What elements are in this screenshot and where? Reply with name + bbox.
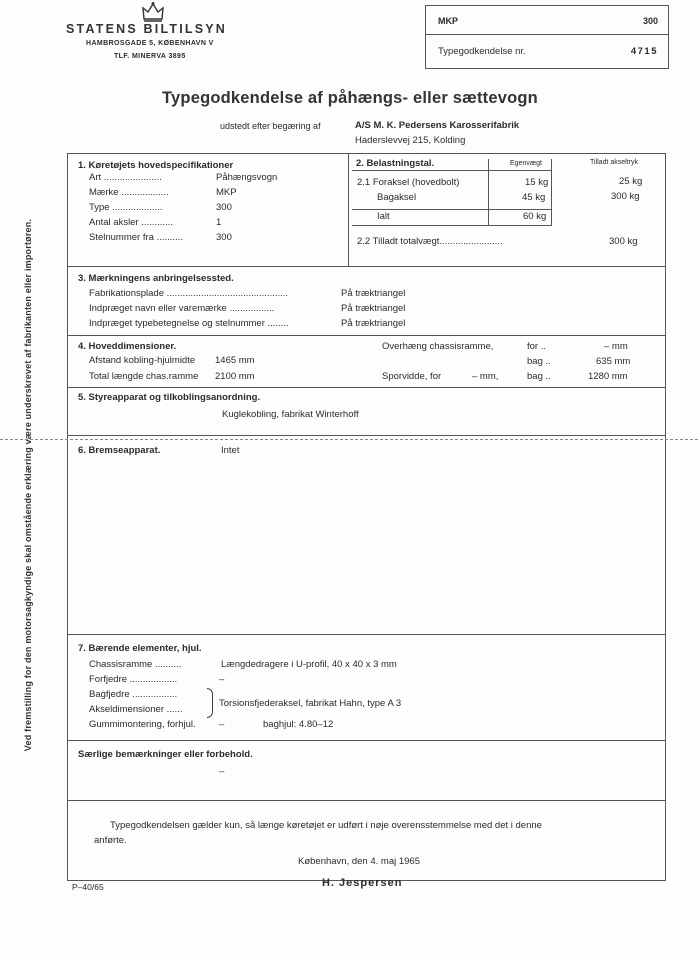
frame-number-label: Stelnummer fra .......... bbox=[89, 232, 183, 243]
issued-prefix: udstedt efter begæring af bbox=[220, 121, 321, 131]
front-springs-value: – bbox=[219, 674, 225, 685]
gross-weight-label: 2.2 Tilladt totalvægt........................ bbox=[357, 236, 503, 247]
front-axle-label: 2.1 Foraksel (hovedbolt) bbox=[357, 177, 460, 188]
art-label: Art ...................... bbox=[89, 172, 162, 183]
make-value: 300 bbox=[642, 16, 658, 26]
form-body bbox=[67, 153, 666, 881]
plate-label: Fabrikationsplade .............................................. bbox=[89, 288, 289, 299]
front-springs-label: Forfjedre .................. bbox=[89, 674, 178, 685]
chassis-value: Længdedragere i U-profil, 40 x 40 x 3 mm bbox=[221, 659, 397, 670]
art-value: Påhængsvogn bbox=[216, 172, 278, 183]
axle-dimensions-label: Akseldimensioner ...... bbox=[89, 704, 183, 715]
section3-heading: 3. Mærkningens anbringelsessted. bbox=[78, 273, 234, 284]
track-rear-value: 1280 mm bbox=[588, 371, 628, 382]
type-mark-label: Indpræget typebetegnelse og stelnummer ........ bbox=[89, 318, 289, 329]
section1-heading: 1. Køretøjets hovedspecifikationer bbox=[78, 160, 234, 171]
validity-text-line2: anførte. bbox=[94, 835, 127, 846]
rear-springs-label: Bagfjedre ................. bbox=[89, 689, 178, 700]
agency-phone: TLF. MINERVA 3895 bbox=[114, 53, 186, 60]
coupling-distance-label: Afstand kobling-hjulmidte bbox=[89, 355, 196, 366]
track-front-value: – mm, bbox=[472, 371, 499, 382]
type-label: Type ................... bbox=[89, 202, 163, 213]
overhang-label: Overhæng chassisramme, bbox=[382, 341, 494, 352]
make-label: MKP bbox=[438, 16, 458, 26]
validity-text-line1: Typegodkendelsen gælder kun, så længe køretøjet er udført i nøje overensstemmelse med det i denne bbox=[110, 820, 542, 831]
brace bbox=[207, 688, 213, 718]
brand-value: MKP bbox=[216, 187, 237, 198]
signature-name: H. Jespersen bbox=[322, 877, 403, 889]
brake-value: Intet bbox=[221, 445, 240, 456]
section7-heading: 7. Bærende elementer, hjul. bbox=[78, 643, 202, 654]
coupling-value: Kuglekobling, fabrikat Winterhoff bbox=[222, 409, 359, 420]
tyres-label: Gummimontering, forhjul. bbox=[89, 719, 196, 730]
overhang-front-value: – mm bbox=[604, 341, 628, 352]
gross-weight-value: 300 kg bbox=[609, 236, 638, 247]
frame-number-value: 300 bbox=[216, 232, 232, 243]
type-mark-value: På træktriangel bbox=[341, 318, 406, 329]
front-axle-own: 15 kg bbox=[525, 177, 549, 188]
axles-label: Antal aksler ............ bbox=[89, 217, 173, 228]
brand-label: Mærke .................. bbox=[89, 187, 169, 198]
tyres-rear-value: baghjul: 4.80–12 bbox=[263, 719, 334, 730]
applicant-company: A/S M. K. Pedersens Karosserifabrik bbox=[355, 120, 520, 131]
overhang-rear-label: bag .. bbox=[527, 356, 551, 367]
type-value: 300 bbox=[216, 202, 232, 213]
frame-length-label: Total længde chas.ramme bbox=[89, 371, 199, 382]
section2-heading: 2. Belastningstal. bbox=[356, 158, 435, 169]
plate-value: På træktriangel bbox=[341, 288, 406, 299]
approval-number: 4715 bbox=[630, 46, 658, 57]
rear-axle-allowed: 300 kg bbox=[611, 191, 640, 202]
applicant-address: Haderslevvej 215, Kolding bbox=[355, 135, 466, 146]
agency-address: HAMBROSGADE 5, KØBENHAVN V bbox=[86, 40, 214, 47]
agency-name: STATENS BILTILSYN bbox=[66, 22, 228, 36]
front-axle-allowed: 25 kg bbox=[619, 176, 643, 187]
track-label: Sporvidde, for bbox=[382, 371, 442, 382]
tyres-front-value: – bbox=[219, 719, 225, 730]
name-mark-label: Indpræget navn eller varemærke ................. bbox=[89, 303, 275, 314]
rear-axle-label: Bagaksel bbox=[377, 192, 417, 203]
coupling-distance-value: 1465 mm bbox=[215, 355, 255, 366]
own-weight-header: Egenvægt bbox=[510, 160, 542, 167]
name-mark-value: På træktriangel bbox=[341, 303, 406, 314]
document-title: Typegodkendelse af påhængs- eller sættevogn bbox=[162, 89, 538, 107]
side-note: Ved fremstilling for den motorsagkyndige skal omstående erklæring være underskrevet af fabrikanten eller importøren. bbox=[23, 218, 33, 752]
place-date: København, den 4. maj 1965 bbox=[298, 856, 421, 867]
axle-dimensions-value: Torsionsfjederaksel, fabrikat Hahn, type A 3 bbox=[219, 698, 402, 709]
section6-heading: 6. Bremseapparat. bbox=[78, 445, 161, 456]
approval-number-label: Typegodkendelse nr. bbox=[438, 46, 526, 57]
total-own: 60 kg bbox=[523, 211, 547, 222]
section4-heading: 4. Hoveddimensioner. bbox=[78, 341, 177, 352]
overhang-front-label: for .. bbox=[527, 341, 547, 352]
track-rear-label: bag .. bbox=[527, 371, 551, 382]
allowed-axle-header: Tilladt akseltryk bbox=[590, 159, 638, 166]
total-label: Ialt bbox=[377, 211, 390, 222]
axles-value: 1 bbox=[216, 217, 222, 228]
type-approval-box bbox=[425, 5, 669, 69]
crown-icon bbox=[141, 1, 165, 23]
overhang-rear-value: 635 mm bbox=[596, 356, 631, 367]
rear-axle-own: 45 kg bbox=[522, 192, 546, 203]
remarks-heading: Særlige bemærkninger eller forbehold. bbox=[78, 749, 253, 760]
fold-line bbox=[0, 439, 698, 440]
section5-heading: 5. Styreapparat og tilkoblingsanordning. bbox=[78, 392, 261, 403]
chassis-label: Chassisramme .......... bbox=[89, 659, 182, 670]
frame-length-value: 2100 mm bbox=[215, 371, 255, 382]
form-number: P–40/65 bbox=[72, 882, 104, 892]
remarks-value: – bbox=[219, 766, 225, 777]
